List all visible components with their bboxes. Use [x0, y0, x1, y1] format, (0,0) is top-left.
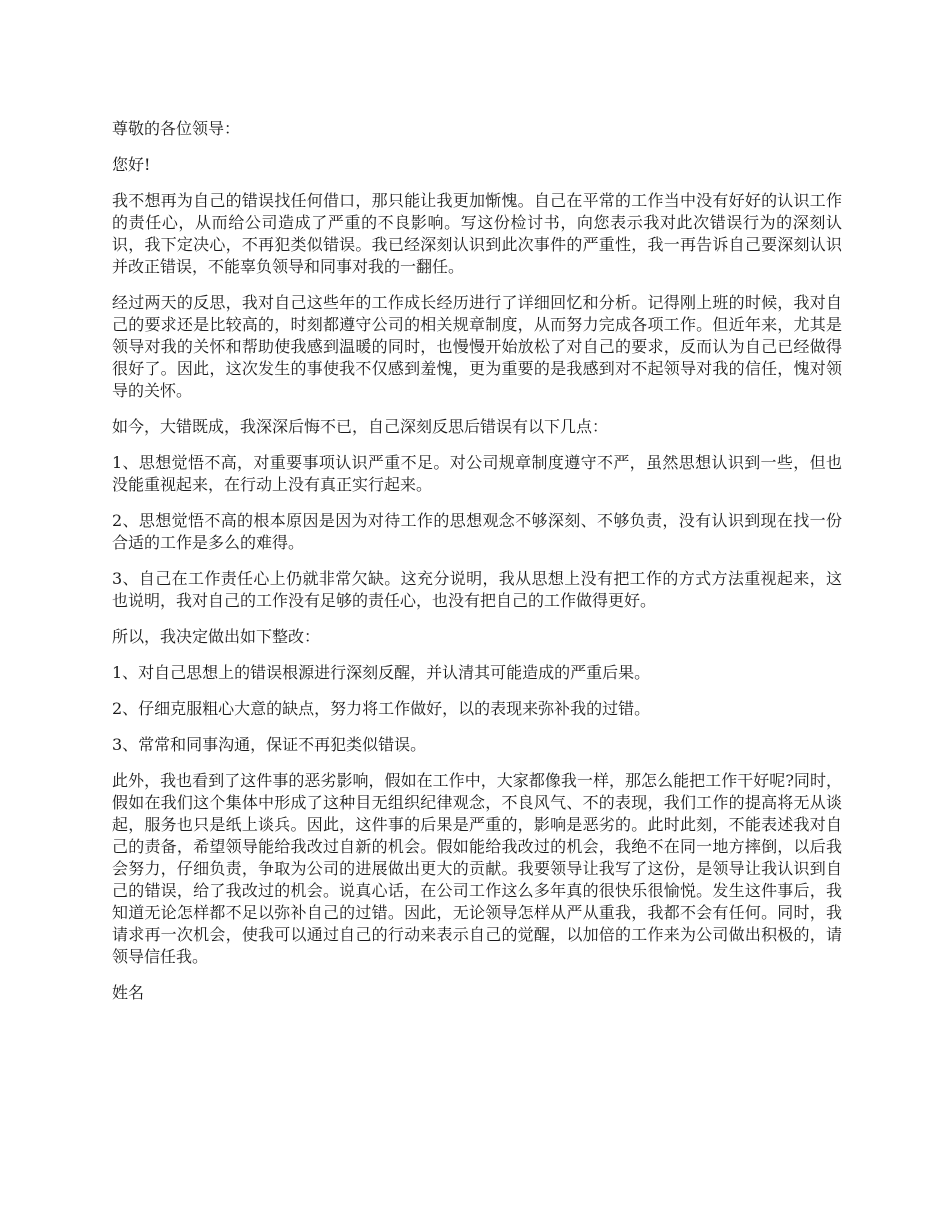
paragraph-action-1: 1、对自己思想上的错误根源进行深刻反醒，并认清其可能造成的严重后果。: [112, 663, 651, 682]
paragraph-actions-heading: 所以，我决定做出如下整改：: [112, 627, 321, 646]
paragraph-action-3: 3、常常和同事沟通，保证不再犯类似错误。: [112, 735, 427, 754]
document-body: [112, 118, 842, 1018]
salutation: 尊敬的各位领导：: [112, 119, 241, 138]
paragraph-error-3: 3、自己在工作责任心上仍就非常欠缺。这充分说明，我从思想上没有把工作的方式方法重视起来，这也说明，我对自己的工作没有足够的责任心，也没有把自己的工作做得更好。: [112, 569, 842, 610]
greeting: 您好!: [112, 155, 151, 174]
paragraph-action-2: 2、仔细克服粗心大意的缺点，努力将工作做好，以的表现来弥补我的过错。: [112, 699, 651, 718]
paragraph-reflection: 经过两天的反思，我对自己这些年的工作成长经历进行了详细回忆和分析。记得刚上班的时候，我对自己的要求还是比较高的，时刻都遵守公司的相关规章制度，从而努力完成各项工作。但近年来，尤其是领导对我的关怀和帮助使我感到温暖的同时，也慢慢开始放松了对自己的要求，反而认为自己已经做得很好了。因此，这次发生的事使我不仅感到羞愧，更为重要的是我感到对不起领导对我的信任，愧对领导的关怀。: [112, 293, 842, 400]
paragraph-error-1: 1、思想觉悟不高，对重要事项认识严重不足。对公司规章制度遵守不严，虽然思想认识到一些，但也没能重视起来，在行动上没有真正实行起来。: [112, 453, 842, 494]
paragraph-errors-heading: 如今，大错既成，我深深后悔不已，自己深刻反思后错误有以下几点：: [112, 417, 609, 436]
paragraph-intro: 我不想再为自己的错误找任何借口，那只能让我更加惭愧。自己在平常的工作当中没有好好的认识工作的责任心，从而给公司造成了严重的不良影响。写这份检讨书，向您表示我对此次错误行为的深刻认识，我下定决心，不再犯类似错误。我已经深刻认识到此次事件的严重性，我一再告诉自己要深刻认识并改正错误，不能辜负领导和同事对我的一翻任。: [112, 191, 842, 276]
paragraph-closing: 此外，我也看到了这件事的恶劣影响，假如在工作中，大家都像我一样，那怎么能把工作干好呢?同时，假如在我们这个集体中形成了这种目无组织纪律观念，不良风气、不的表现，我们工作的提高将无从谈起，服务也只是纸上谈兵。因此，这件事的后果是严重的，影响是恶劣的。此时此刻，不能表述我对自己的责备，希望领导能给我改过自新的机会。假如能给我改过的机会，我绝不在同一地方摔倒，以后我会努力，仔细负责，争取为公司的进展做出更大的贡献。我要领导让我写了这份，是领导让我认识到自己的错误，给了我改过的机会。说真心话，在公司工作这么多年真的很快乐很愉悦。发生这件事后，我知道无论怎样都不足以弥补自己的过错。因此，无论领导怎样从严从重我，我都不会有任何。同时，我请求再一次机会，使我可以通过自己的行动来表示自己的觉醒，以加倍的工作来为公司做出积极的，请领导信任我。: [112, 771, 842, 966]
paragraph-error-2: 2、思想觉悟不高的根本原因是因为对待工作的思想观念不够深刻、不够负责，没有认识到现在找一份合适的工作是多么的难得。: [112, 511, 842, 552]
signature: 姓名: [112, 983, 145, 1002]
